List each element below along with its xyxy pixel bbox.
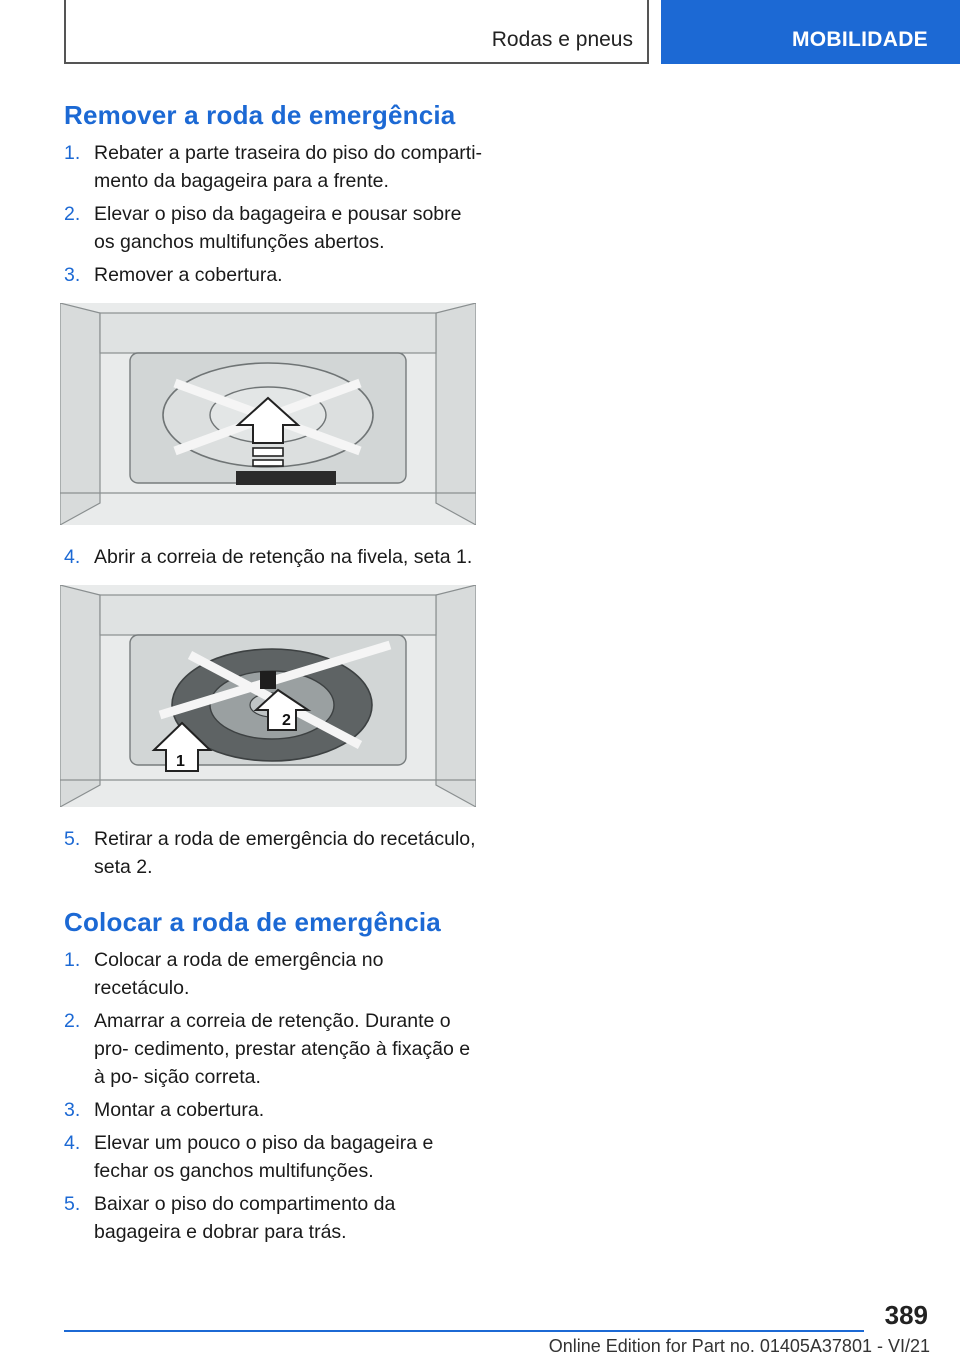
arrow-1-label: 1 (176, 753, 185, 770)
header-section-title: Rodas e pneus (491, 28, 633, 51)
list-item (64, 1096, 484, 1124)
trunk-cover-illustration (60, 303, 476, 525)
step-number: 2. (64, 1010, 81, 1032)
step-number: 4. (64, 1132, 81, 1154)
list-item (64, 1190, 484, 1246)
list-item (64, 1007, 484, 1091)
step-number: 1. (64, 949, 81, 971)
spare-wheel-strap-illustration (60, 585, 476, 807)
list-item (64, 1129, 484, 1185)
step-number: 3. (64, 1099, 81, 1121)
step-text: Amarrar a correia de retenção. Durante o pro‐ cedimento, prestar atenção à fixação e à po‐ sição correta. (94, 1010, 471, 1088)
step-number: 3. (64, 264, 81, 286)
header-chapter-title: MOBILIDADE (792, 28, 928, 51)
list-item (64, 261, 484, 289)
step-number: 4. (64, 546, 81, 568)
place-steps-list (64, 946, 484, 1246)
step-text: Colocar a roda de emergência no recetáculo. (94, 949, 384, 999)
step-text: Abrir a correia de retenção na fivela, seta 1. (94, 546, 473, 568)
footer-edition: Online Edition for Part no. 01405A37801 - VI/21 (548, 1336, 930, 1356)
arrow-2-label: 2 (282, 712, 291, 729)
page-number: 389 (884, 1300, 928, 1330)
step-text: Baixar o piso do compartimento da bagageira e dobrar para trás. (94, 1193, 396, 1243)
step-text: Rebater a parte traseira do piso do comparti‐ mento da bagageira para a frente. (94, 142, 483, 192)
remove-steps-list (64, 139, 484, 289)
remove-steps-list-continued (64, 543, 484, 571)
step-text: Montar a cobertura. (94, 1099, 265, 1121)
list-item (64, 200, 484, 256)
header-chapter-tab (661, 0, 960, 64)
list-item (64, 543, 484, 571)
remove-steps-list-final (64, 825, 484, 881)
list-item (64, 139, 484, 195)
remove-heading: Remover a roda de emergência (64, 100, 456, 130)
step-number: 1. (64, 142, 81, 164)
main-column (64, 100, 484, 1251)
list-item (64, 946, 484, 1002)
footer-divider (64, 1330, 864, 1332)
step-text: Retirar a roda de emergência do recetáculo, seta 2. (94, 828, 476, 878)
header-section-box (64, 0, 649, 64)
step-number: 5. (64, 828, 81, 850)
step-text: Elevar um pouco o piso da bagageira e fechar os ganchos multifunções. (94, 1132, 434, 1182)
place-heading: Colocar a roda de emergência (64, 907, 441, 937)
step-number: 2. (64, 203, 81, 225)
step-text: Remover a cobertura. (94, 264, 283, 286)
step-number: 5. (64, 1193, 81, 1215)
list-item (64, 825, 484, 881)
step-text: Elevar o piso da bagageira e pousar sobre os ganchos multifunções abertos. (94, 203, 462, 253)
